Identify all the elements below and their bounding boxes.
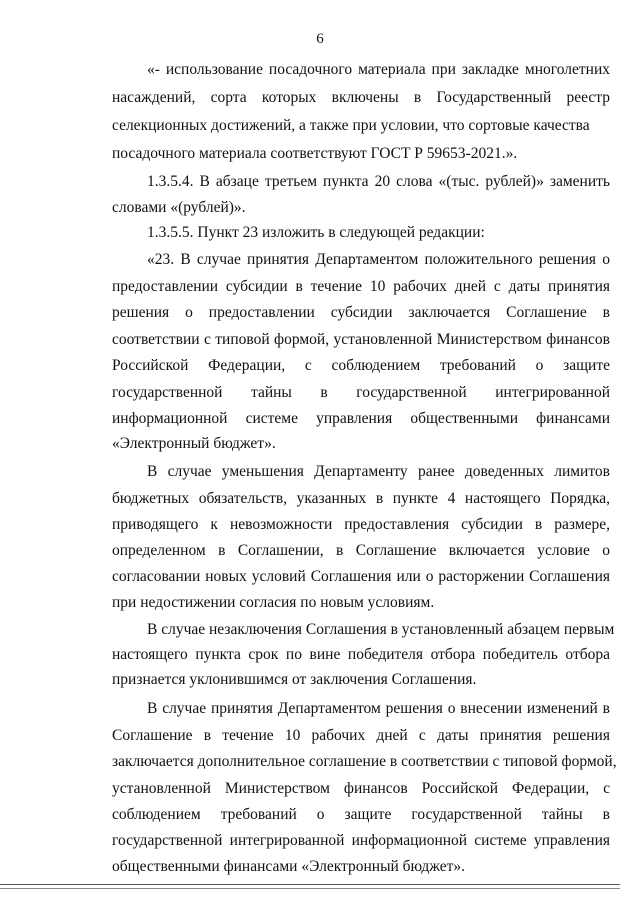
text-line: Российской Федерации, с соблюдением требований о защите: [112, 357, 610, 374]
page-bottom-rule: [0, 884, 620, 885]
text-line: признается уклонившимся от заключения Соглашения.: [112, 671, 477, 688]
text-line: насаждений, сорта которых включены в Государственный реестр: [112, 89, 610, 106]
text-line: государственной тайны в государственной интегрированной: [112, 384, 610, 401]
text-line: приводящего к невозможности предоставления субсидии в размере,: [112, 516, 610, 533]
text-line: В случае уменьшения Департаменту ранее доведенных лимитов: [147, 463, 610, 480]
text-line: Соглашение в течение 10 рабочих дней с даты принятия решения: [112, 727, 610, 744]
text-line: настоящего пункта срок по вине победителя отбора победитель отбора: [112, 646, 610, 663]
text-line: информационной системе управления общественными финансами: [112, 410, 610, 427]
text-line: общественными финансами «Электронный бюджет».: [112, 858, 466, 875]
text-line: словами «(рублей)».: [112, 199, 246, 216]
text-line: В случае принятия Департаментом решения о внесении изменений в: [147, 700, 610, 717]
text-line: установленной Министерством финансов Российской Федерации, с: [112, 780, 610, 797]
text-line: заключается дополнительное соглашение в соответствии с типовой формой,: [112, 753, 617, 770]
text-line: согласовании новых условий Соглашения или о расторжении Соглашения: [112, 568, 610, 585]
text-line: определенном в Соглашении, в Соглашение включается условие о: [112, 542, 610, 559]
text-line: решения о предоставлении субсидии заключается Соглашение в: [112, 304, 610, 321]
page-bottom-rule: [0, 888, 620, 889]
text-line: соответствии с типовой формой, установленной Министерством финансов: [112, 331, 610, 348]
text-line: государственной интегрированной информационной системе управления: [112, 832, 610, 849]
text-line: 1.3.5.5. Пункт 23 изложить в следующей редакции:: [147, 224, 485, 241]
text-line: предоставлении субсидии в течение 10 рабочих дней с даты принятия: [112, 278, 610, 295]
page-number: 6: [316, 31, 324, 47]
text-line: при недостижении согласия по новым условиям.: [112, 594, 435, 611]
text-line: соблюдением требований о защите государственной тайны в: [112, 806, 610, 823]
text-line: 1.3.5.4. В абзаце третьем пункта 20 слова «(тыс. рублей)» заменить: [147, 173, 610, 190]
text-line: бюджетных обязательств, указанных в пункте 4 настоящего Порядка,: [112, 490, 610, 507]
text-line: селекционных достижений, а также при условии, что сортовые качества: [112, 117, 590, 134]
text-line: посадочного материала соответствуют ГОСТ Р 59653-2021.».: [112, 145, 518, 162]
text-line: «- использование посадочного материала при закладке многолетних: [147, 61, 610, 78]
text-line: «23. В случае принятия Департаментом положительного решения о: [147, 251, 610, 268]
text-line: В случае незаключения Соглашения в установленный абзацем первым: [147, 621, 615, 638]
text-line: «Электронный бюджет».: [112, 435, 276, 452]
